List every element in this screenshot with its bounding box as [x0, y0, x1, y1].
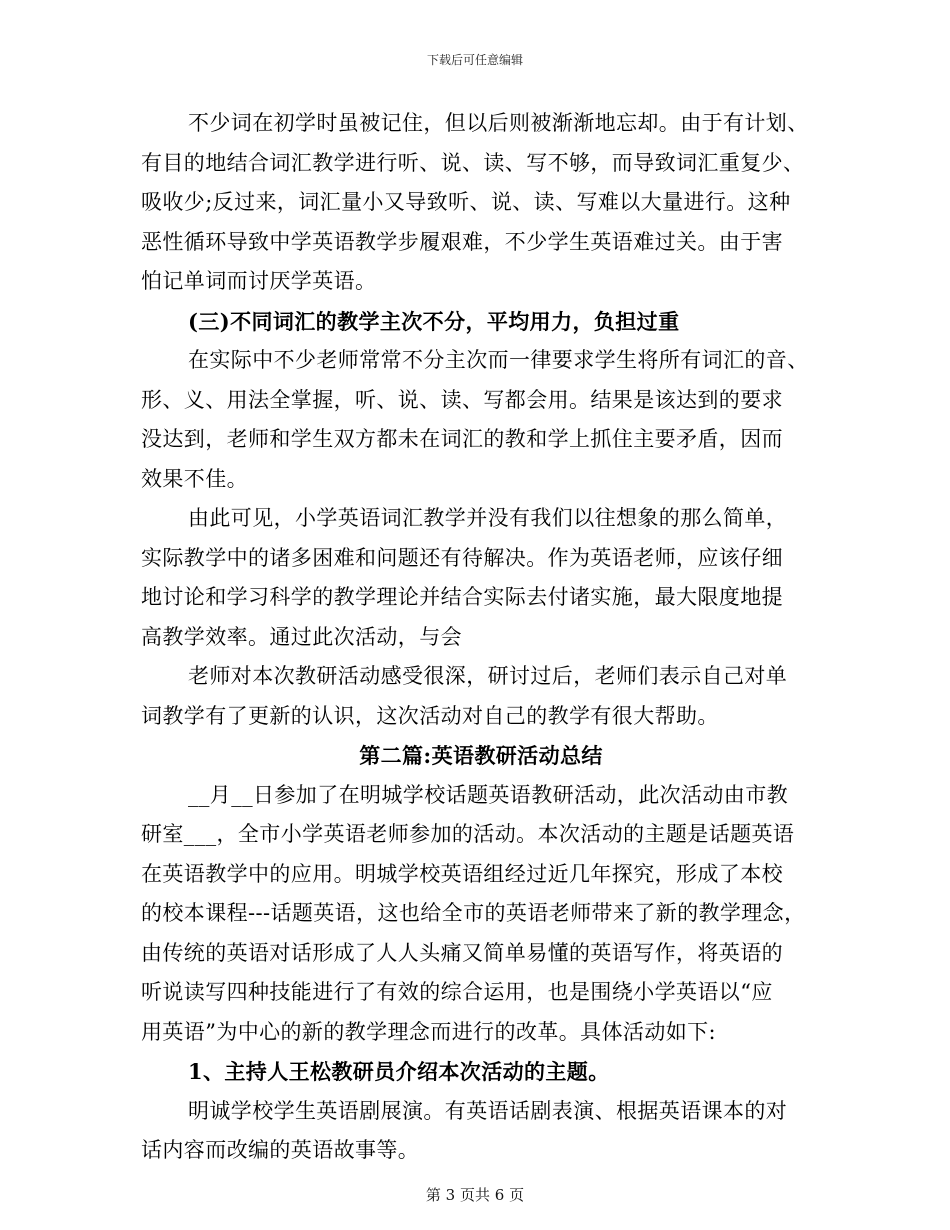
paragraph-line: 研室___，全市小学英语老师参加的活动。本次活动的主题是话题英语 [141, 822, 795, 846]
paragraph-line: 吸收少;反过来，词汇量小又导致听、说、读、写难以大量进行。这种 [141, 190, 791, 214]
page-footer: 第 3 页共 6 页 [425, 1186, 525, 1204]
article-title: 第二篇:英语教研活动总结 [359, 743, 603, 768]
paragraph-line: 没达到，老师和学生双方都未在词汇的教和学上抓住主要矛盾，因而 [141, 427, 783, 451]
paragraph-line: __月__日参加了在明城学校话题英语教研活动，此次活动由市教 [188, 782, 788, 807]
paragraph-line: 有目的地结合词汇教学进行听、说、读、写不够，而导致词汇重复少、 [141, 150, 805, 175]
paragraph-line: 老师对本次教研活动感受很深，研讨过后，老师们表示自己对单 [188, 664, 788, 688]
paragraph-line: 词教学有了更新的认识，这次活动对自己的教学有很大帮助。 [141, 703, 719, 728]
paragraph-line: 怕记单词而讨厌学英语。 [141, 269, 377, 293]
document-body [141, 104, 821, 1171]
page-header: 下载后可任意编辑 [426, 53, 523, 67]
paragraph-line: 由传统的英语对话形成了人人头痛又简单易懂的英语写作，将英语的 [141, 940, 783, 965]
paragraph-line: 恶性循环导致中学英语教学步履艰难，不少学生英语难过关。由于害 [141, 229, 783, 254]
paragraph-line: 的校本课程---话题英语，这也给全市的英语老师带来了新的教学理念， [141, 901, 806, 925]
section-heading: 1、主持人王松教研员介绍本次活动的主题。 [188, 1059, 610, 1084]
paragraph-line: 形、义、用法全掌握，听、说、读、写都会用。结果是该达到的要求 [141, 387, 783, 412]
paragraph-line: 在实际中不少老师常常不分主次而一律要求学生将所有词汇的音、 [188, 348, 809, 372]
section-heading: (三)不同词汇的教学主次不分，平均用力，负担过重 [188, 308, 680, 334]
paragraph-line: 用英语”为中心的新的教学理念而进行的改革。具体活动如下: [141, 1019, 717, 1044]
paragraph-line: 听说读写四种技能进行了有效的综合运用，也是围绕小学英语以“应 [141, 980, 773, 1004]
paragraph-line: 由此可见，小学英语词汇教学并没有我们以往想象的那么简单， [188, 506, 788, 530]
paragraph-line: 在英语教学中的应用。明城学校英语组经过近几年探究，形成了本校 [141, 861, 783, 886]
paragraph-line: 明诚学校学生英语剧展演。有英语话剧表演、根据英语课本的对 [188, 1098, 788, 1123]
paragraph-line: 话内容而改编的英语故事等。 [141, 1138, 420, 1162]
paragraph-line: 效果不佳。 [141, 466, 248, 491]
paragraph-line: 高教学效率。通过此次活动，与会 [141, 624, 462, 649]
paragraph-line: 不少词在初学时虽被记住，但以后则被渐渐地忘却。由于有计划、 [188, 111, 809, 135]
paragraph-line: 实际教学中的诸多困难和问题还有待解决。作为英语老师，应该仔细 [141, 545, 783, 570]
paragraph-line: 地讨论和学习科学的教学理论并结合实际去付诸实施，最大限度地提 [141, 585, 783, 609]
